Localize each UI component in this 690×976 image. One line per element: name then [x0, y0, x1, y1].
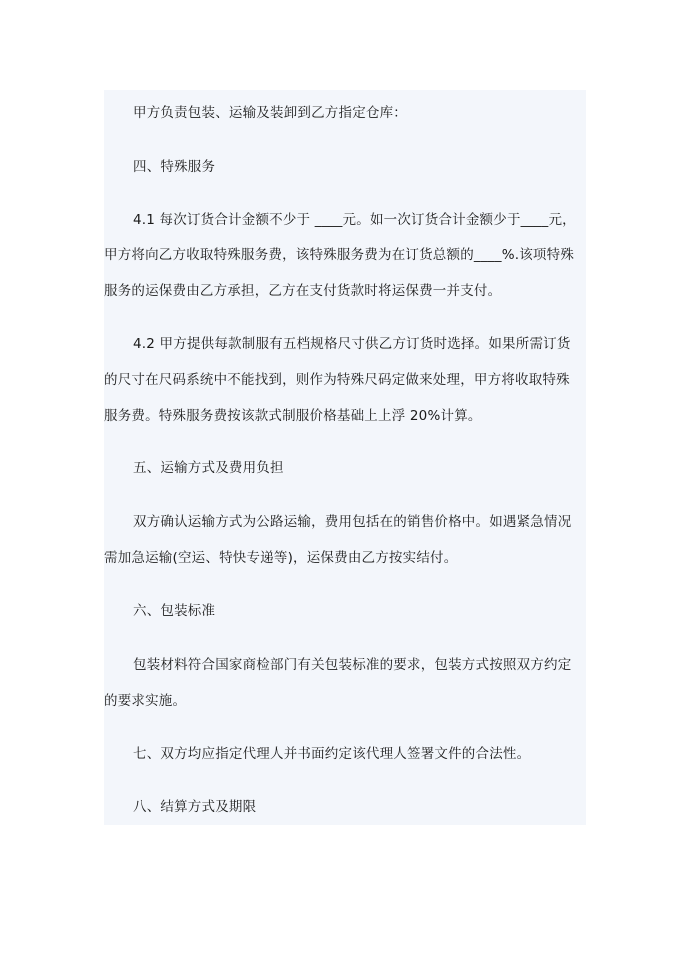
transport-paragraph-line-2: 需加急运输(空运、特快专递等)，运保费由乙方按实结付。: [104, 550, 458, 566]
clause-4-1-line-2: 甲方将向乙方收取特殊服务费，该特殊服务费为在订货总额的____%.该项特殊: [104, 247, 575, 263]
packaging-paragraph-line-2: 的要求实施。: [104, 693, 187, 709]
clause-4-2-line-2: 的尺寸在尺码系统中不能找到，则作为特殊尺码定做来处理，甲方将收取特殊: [104, 372, 570, 388]
transport-paragraph-line-1: 双方确认运输方式为公路运输，费用包括在的销售价格中。如遇紧急情况: [133, 514, 572, 530]
section-heading-special-service: 四、特殊服务: [133, 159, 216, 175]
section-heading-settlement: 八、结算方式及期限: [133, 799, 257, 815]
document-page: [104, 90, 586, 825]
clause-4-1-line-1: 4.1 每次订货合计金额不少于 ____元。如一次订货合计金额少于____元，: [133, 212, 576, 228]
clause-4-2-line-1: 4.2 甲方提供每款制服有五档规格尺寸供乙方订货时选择。如果所需订货: [133, 336, 571, 352]
clause-4-2-line-3: 服务费。特殊服务费按该款式制服价格基础上上浮 20%计算。: [104, 408, 482, 424]
clause-4-1-line-3: 服务的运保费由乙方承担，乙方在支付货款时将运保费一并支付。: [104, 283, 502, 299]
paragraph-packaging-responsibility: 甲方负责包装、运输及装卸到乙方指定仓库：: [133, 105, 407, 121]
packaging-paragraph-line-1: 包装材料符合国家商检部门有关包装标准的要求，包装方式按照双方约定: [133, 657, 572, 673]
section-heading-packaging-standard: 六、包装标准: [133, 603, 216, 619]
section-heading-agents: 七、双方均应指定代理人并书面约定该代理人签署文件的合法性。: [133, 746, 531, 762]
section-heading-transport: 五、运输方式及费用负担: [133, 460, 284, 476]
